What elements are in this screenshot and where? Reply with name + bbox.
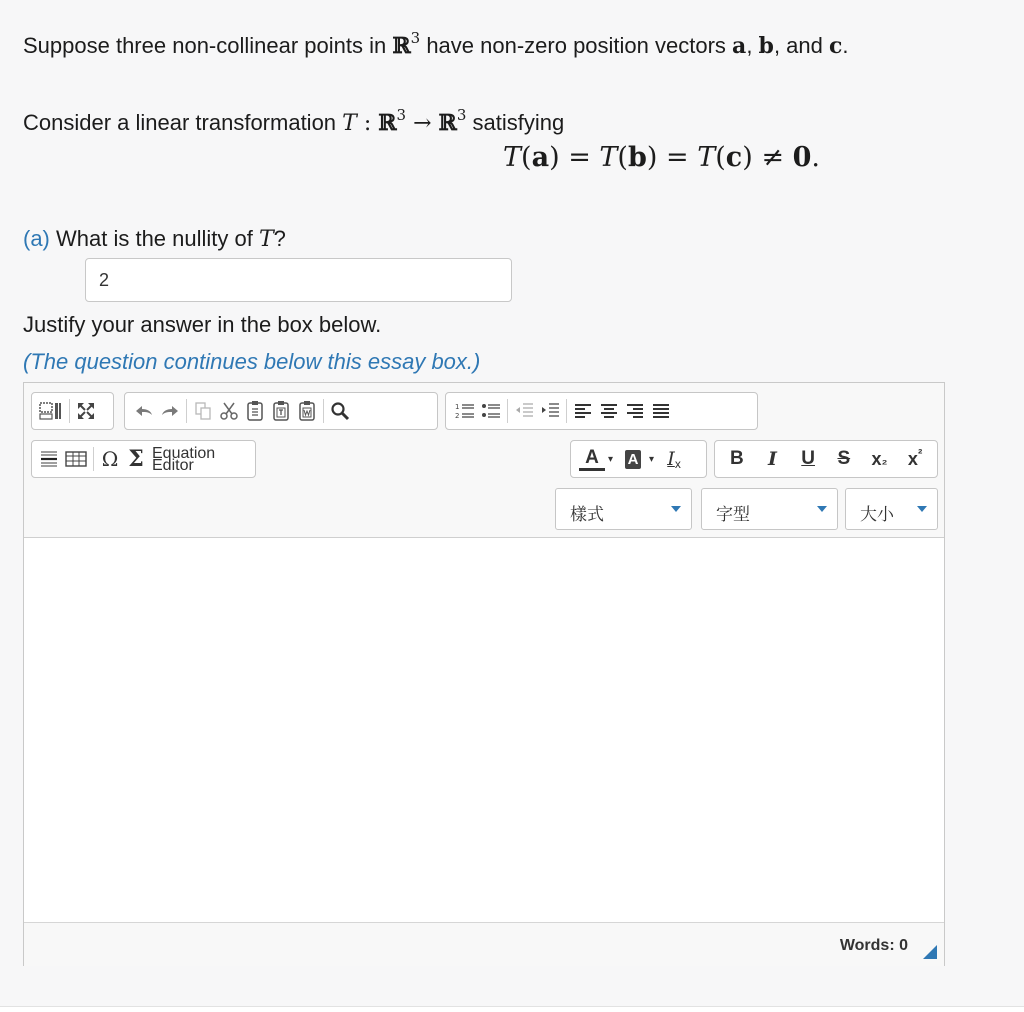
bg-color-arrow-icon[interactable]: ▾ (649, 453, 655, 465)
equation-editor-label-1: Equation (152, 444, 216, 462)
remove-format-button[interactable] (661, 444, 687, 474)
paren: ( (521, 142, 532, 173)
toolbar-separator (69, 399, 70, 423)
toolbar-separator (507, 399, 508, 423)
subscript-mark: ₂ (881, 451, 888, 467)
exponent: 3 (396, 106, 407, 124)
transform-symbol: T (503, 142, 522, 173)
subscript-button[interactable] (866, 444, 892, 474)
vector-c: c (828, 33, 843, 59)
question-text: Consider a linear transformation (23, 110, 343, 135)
transform-symbol: T (342, 111, 357, 136)
vector-b: b (758, 33, 774, 59)
paren: ) (646, 142, 658, 173)
page-bottom-divider (0, 1006, 1024, 1012)
svg-text:1: 1 (455, 403, 460, 411)
real-space-symbol: ℝ (392, 33, 411, 59)
paren: ) (742, 142, 753, 173)
period: . (811, 142, 820, 173)
editor-toolbar (24, 383, 944, 538)
redo-icon[interactable] (157, 396, 183, 426)
toolbar-group-insert (31, 440, 256, 478)
horizontal-line-icon[interactable] (36, 444, 62, 474)
italic-button[interactable]: I (768, 448, 777, 470)
size-dropdown[interactable] (845, 488, 938, 530)
strikethrough-button[interactable]: S (837, 448, 851, 469)
zero-vector: 0 (792, 142, 812, 173)
toolbar-separator (323, 399, 324, 423)
table-icon[interactable] (62, 444, 90, 474)
question-text: have non-zero position vectors (420, 33, 733, 58)
toolbar-group-paragraph (445, 392, 758, 430)
resize-handle-icon[interactable] (923, 945, 937, 959)
paste-text-icon[interactable] (268, 396, 294, 426)
toolbar-group-view (31, 392, 114, 430)
numbered-list-icon[interactable] (452, 396, 478, 426)
align-right-icon[interactable] (622, 396, 648, 426)
toolbar-separator (566, 399, 567, 423)
question-line-1 (23, 29, 849, 59)
align-center-icon[interactable] (596, 396, 622, 426)
size-dropdown-value: 大小 (860, 505, 894, 524)
align-justify-icon[interactable] (648, 396, 674, 426)
paste-icon[interactable] (242, 396, 268, 426)
paren: ) (549, 142, 560, 173)
font-color-label: A (585, 446, 599, 468)
toolbar-group-colors (570, 440, 707, 478)
question-line-2 (23, 106, 565, 136)
equation-editor-button[interactable] (149, 444, 218, 474)
vector-a: a (732, 33, 747, 59)
arrow-symbol: → (406, 111, 439, 136)
superscript-label: x (907, 448, 918, 469)
superscript-mark: ² (917, 445, 923, 461)
font-dropdown-value: 字型 (716, 505, 750, 524)
chevron-down-icon (817, 506, 827, 512)
paren: ( (715, 142, 726, 173)
chevron-down-icon (671, 506, 681, 512)
styles-dropdown-value: 樣式 (570, 505, 604, 524)
transform-symbol: T (599, 142, 618, 173)
subscript-label: x (871, 448, 882, 469)
real-space-symbol: ℝ (438, 110, 457, 136)
toolbar-group-clipboard (124, 392, 438, 430)
bulleted-list-icon[interactable] (478, 396, 504, 426)
remove-format-sub: x (674, 457, 681, 471)
not-equal-symbol: ≠ (752, 142, 793, 173)
word-count: Words: 0 (839, 937, 908, 954)
toolbar-group-basicstyles (714, 440, 938, 478)
font-color-arrow-icon[interactable]: ▾ (608, 453, 614, 465)
cut-icon[interactable] (216, 396, 242, 426)
equals-symbol: = (559, 142, 600, 173)
colon: : (356, 111, 379, 136)
transform-symbol: T (258, 227, 274, 252)
source-icon[interactable] (36, 396, 66, 426)
part-label: (a) (23, 226, 50, 251)
background-color-button[interactable] (620, 444, 646, 474)
paste-word-icon[interactable] (294, 396, 320, 426)
question-text: Suppose three non-collinear points in (23, 33, 393, 58)
bold-button[interactable]: B (729, 448, 744, 469)
vector-b: b (627, 142, 647, 173)
real-space-symbol: ℝ (378, 110, 397, 136)
align-left-icon[interactable] (570, 396, 596, 426)
svg-text:2: 2 (455, 412, 460, 420)
continues-note: (The question continues below this essay box.) (23, 349, 481, 374)
underline-button[interactable]: U (801, 448, 815, 469)
part-a-question (23, 226, 286, 252)
superscript-button[interactable] (902, 444, 928, 474)
styles-dropdown[interactable] (555, 488, 692, 530)
editor-footer (24, 922, 944, 966)
bg-color-label: A (625, 450, 642, 469)
display-equation (503, 142, 820, 173)
copy-icon[interactable] (190, 396, 216, 426)
special-char-omega-icon[interactable]: Ω (101, 447, 119, 471)
part-a-text: What is the nullity of (49, 226, 259, 251)
toolbar-separator (186, 399, 187, 423)
indent-icon[interactable] (537, 396, 563, 426)
font-color-button[interactable] (579, 447, 605, 471)
justify-instruction: Justify your answer in the box below. (23, 312, 382, 337)
remove-format-label: I (667, 448, 675, 470)
equals-symbol: = (657, 142, 698, 173)
vector-c: c (725, 142, 743, 173)
separator: , (746, 33, 759, 58)
essay-text-area[interactable] (24, 538, 944, 922)
question-text: satisfying (466, 110, 565, 135)
equation-editor-label-2: Editor (152, 456, 194, 474)
separator: , and (773, 33, 829, 58)
chevron-down-icon (917, 506, 927, 512)
undo-icon[interactable] (131, 396, 157, 426)
font-dropdown[interactable] (701, 488, 838, 530)
essay-editor (23, 382, 945, 966)
period: . (842, 33, 849, 58)
vector-a: a (531, 142, 550, 173)
find-icon[interactable] (327, 396, 353, 426)
paren: ( (617, 142, 628, 173)
exponent: 3 (410, 29, 421, 47)
question-mark: ? (273, 226, 286, 251)
exponent: 3 (456, 106, 467, 124)
maximize-icon[interactable] (73, 396, 99, 426)
transform-symbol: T (697, 142, 716, 173)
answer-input[interactable]: 2 (85, 258, 512, 302)
toolbar-separator (93, 447, 94, 471)
sigma-icon[interactable]: Σ (128, 446, 144, 472)
outdent-icon[interactable] (511, 396, 537, 426)
